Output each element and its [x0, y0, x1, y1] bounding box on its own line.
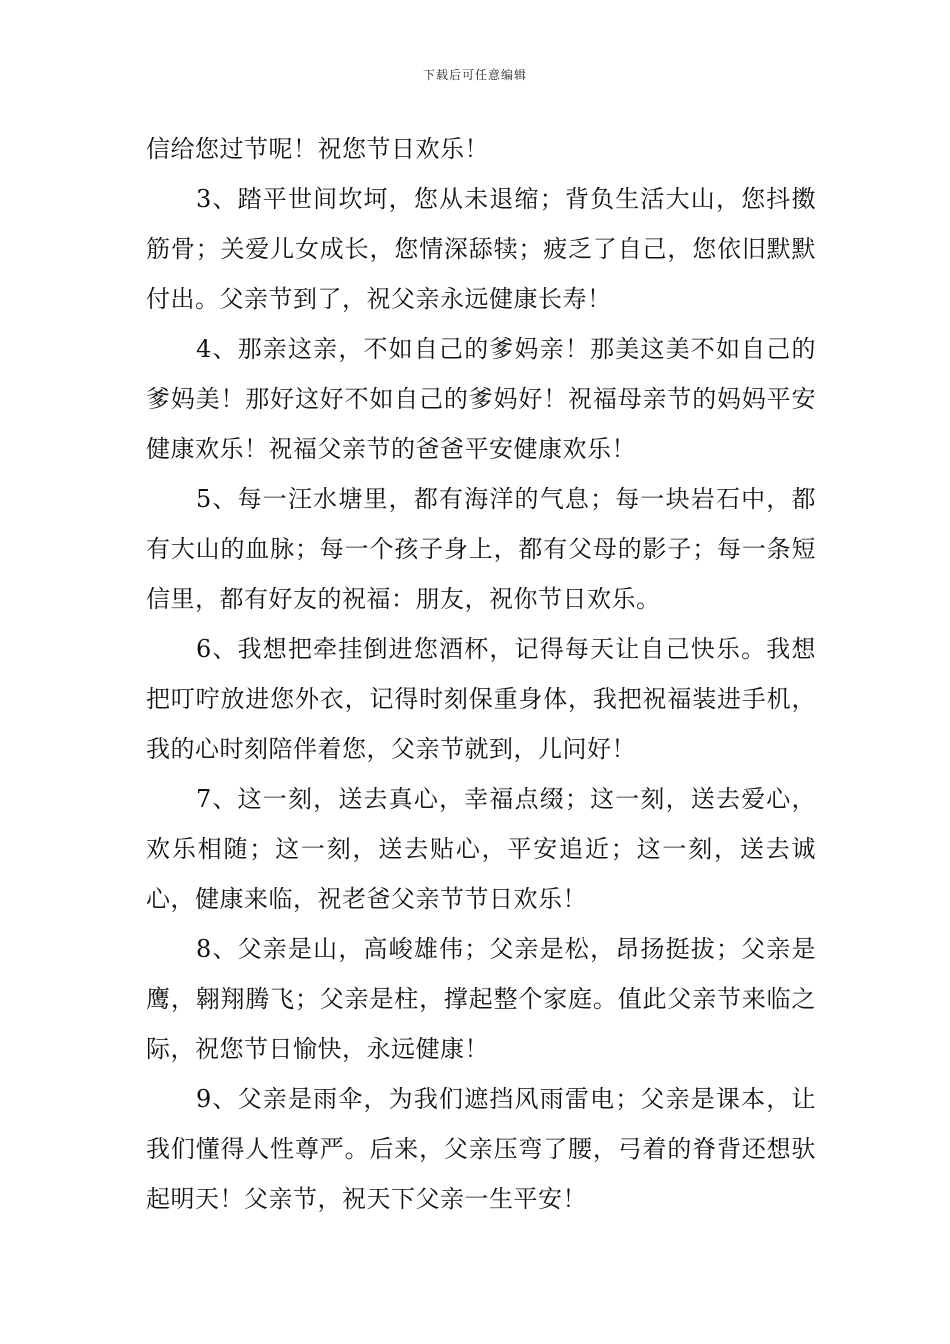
- document-body: [146, 124, 816, 1224]
- paragraph-9: 9、父亲是雨伞，为我们遮挡风雨雷电；父亲是课本，让我们懂得人性尊严。后来，父亲压弯了腰，弓着的脊背还想驮起明天！父亲节，祝天下父亲一生平安！: [146, 1085, 816, 1213]
- page-header: 下载后可任意编辑: [422, 68, 527, 82]
- paragraph-continuation: 信给您过节呢！祝您节日欢乐！: [146, 135, 489, 163]
- paragraph-6: 6、我想把牵挂倒进您酒杯，记得每天让自己快乐。我想把叮咛放进您外衣，记得时刻保重身体，我把祝福装进手机，我的心时刻陪伴着您，父亲节就到，儿问好！: [146, 635, 816, 763]
- paragraph-4: 4、那亲这亲，不如自己的爹妈亲！那美这美不如自己的爹妈美！那好这好不如自己的爹妈好！祝福母亲节的妈妈平安健康欢乐！祝福父亲节的爸爸平安健康欢乐！: [146, 335, 816, 463]
- paragraph-7: 7、这一刻，送去真心，幸福点缀；这一刻，送去爱心，欢乐相随；这一刻，送去贴心，平安追近；这一刻，送去诚心，健康来临，祝老爸父亲节节日欢乐！: [146, 785, 816, 913]
- paragraph-5: 5、每一汪水塘里，都有海洋的气息；每一块岩石中，都有大山的血脉；每一个孩子身上，都有父母的影子；每一条短信里，都有好友的祝福：朋友，祝你节日欢乐。: [146, 485, 816, 613]
- paragraph-3: 3、踏平世间坎坷，您从未退缩；背负生活大山，您抖擞筋骨；关爱儿女成长，您情深舔犊；疲乏了自己，您依旧默默付出。父亲节到了，祝父亲永远健康长寿！: [146, 185, 816, 313]
- paragraph-8: 8、父亲是山，高峻雄伟；父亲是松，昂扬挺拔；父亲是鹰，翱翔腾飞；父亲是柱，撑起整个家庭。值此父亲节来临之际，祝您节日愉快，永远健康！: [146, 935, 816, 1063]
